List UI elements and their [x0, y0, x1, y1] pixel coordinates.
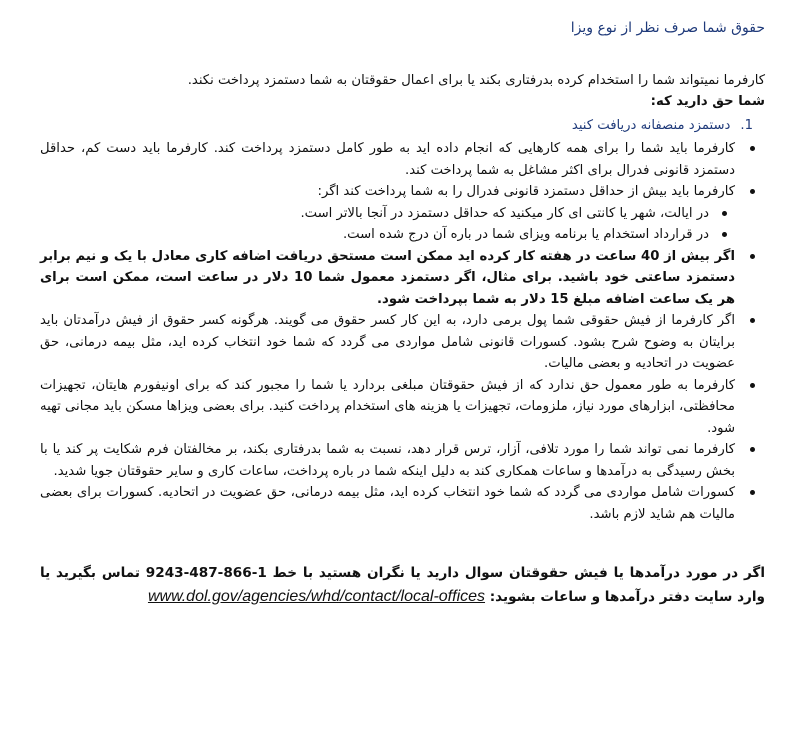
- list-item-text: در ایالت، شهر یا کانتی ای کار میکنید که حداقل دستمزد در آنجا بالاتر است.: [300, 205, 709, 221]
- list-item: [40, 439, 765, 482]
- list-item-text: اگر بیش از 40 ساعت در هفته کار کرده اید ممکن است مستحق دریافت اضافه کاری معادل با یک و نیم برابر دستمزد ساعتی خود باشید. برای مثال، اگر دستمزد معمول شما 10 دلار در ساعت است، ممکن است برای هر یک ساعت اضافه مبلغ 15 دلار به شما بپرداخت شود.: [40, 248, 736, 307]
- bullet-icon: [722, 232, 727, 237]
- list-item-text: کارفرما باید شما را برای همه کارهایی که انجام داده اید به طور کامل دستمزد پرداخت کند. کارفرما باید دست کم، حداقل دستمزد قانونی فدرال برای اکثر مشاغل به شما پرداخت کند.: [40, 141, 735, 178]
- bullet-icon: [750, 383, 755, 388]
- bullet-icon: [750, 318, 755, 323]
- list-item: [40, 138, 765, 181]
- list-item: [40, 224, 765, 246]
- contact-footer: [40, 561, 765, 609]
- list-item-text: کارفرما به طور معمول حق ندارد که از فیش حقوقتان مبلغی بردارد یا شما را مجبور کند که برای اونیفورم هایتان، تجهیزات محافظتی، ابزارهای مورد نیاز، ملزومات، تجهیزات یا هزینه های استخدام پرداخت کنید. برای بعضی ویزاها مسکن باید مجانی تهیه شود.: [40, 377, 735, 436]
- rights-list: [40, 138, 765, 525]
- local-offices-link[interactable]: www.dol.gov/agencies/whd/contact/local-offices: [147, 588, 486, 605]
- list-item: [40, 375, 765, 440]
- bullet-icon: [750, 146, 755, 151]
- document-page: [40, 18, 765, 623]
- bullet-icon: [722, 211, 727, 216]
- list-item-text: کارفرما باید بیش از حداقل دستمزد قانونی فدرال را به شما پرداخت کند اگر:: [317, 184, 735, 199]
- list-item-text: کسورات شامل مواردی می گردد که شما خود انتخاب کرده اید، مثل بیمه درمانی، حق عضویت در اتحادیه. کسورات برای بعضی مالیات هم شاید لازم باشد.: [40, 485, 735, 522]
- list-item-text: کارفرما نمی تواند شما را مورد تلافی، آزار، ترس قرار دهد، نسبت به شما بدرفتاری بکند، بر مخالفتان فرم شکایت پر کند یا با بخش رسیدگی به درآمدها و ساعات همکاری کند به دلیل اینکه شما در باره پرداخت، ساعات کاری و سایر حقوقتان جویا شدید.: [40, 442, 735, 479]
- list-item-text: اگر کارفرما از فیش حقوقی شما پول برمی دارد، به این کار کسر حقوق می گویند. هرگونه کسر حقوق از فیش درآمدتان باید برایتان به وضوح شرح بشود. کسورات قانونی شامل مواردی می گردد که شما خود انتخاب کرده اید، مثل بیمه درمانی، حق عضویت در اتحادیه و بعضی مالیات.: [40, 313, 735, 371]
- list-item-text: در قرارداد استخدام یا برنامه ویزای شما در باره آن درج شده است.: [342, 227, 709, 242]
- page-title: حقوق شما صرف نظر از نوع ویزا: [570, 20, 765, 36]
- list-item: [40, 181, 765, 203]
- bullet-icon: [750, 447, 755, 452]
- bullet-icon: [750, 189, 755, 194]
- intro-paragraph: کارفرما نمیتواند شما را استخدام کرده بدرفتاری بکند یا برای اعمال حقوقتان به شما دستمزد پرداخت نکند.: [187, 72, 765, 88]
- list-item: [40, 246, 765, 311]
- bullet-icon: [750, 490, 755, 495]
- list-item: [40, 482, 765, 525]
- bullet-icon: [750, 254, 755, 259]
- rights-heading: شما حق دارید که:: [650, 94, 765, 109]
- footer-text: اگر در مورد درآمدها یا فیش حقوقتان سوال دارید یا نگران هستید با خط 1-866-487-9243 تماس بگیرید یا وارد سایت دفتر درآمدها و ساعات بشوید:: [40, 565, 765, 605]
- section-label: دستمزد منصفانه دریافت کنید: [571, 117, 731, 133]
- list-item: [40, 203, 765, 225]
- section-number: 1.: [740, 117, 753, 133]
- section-heading: [40, 115, 765, 137]
- list-item: [40, 310, 765, 375]
